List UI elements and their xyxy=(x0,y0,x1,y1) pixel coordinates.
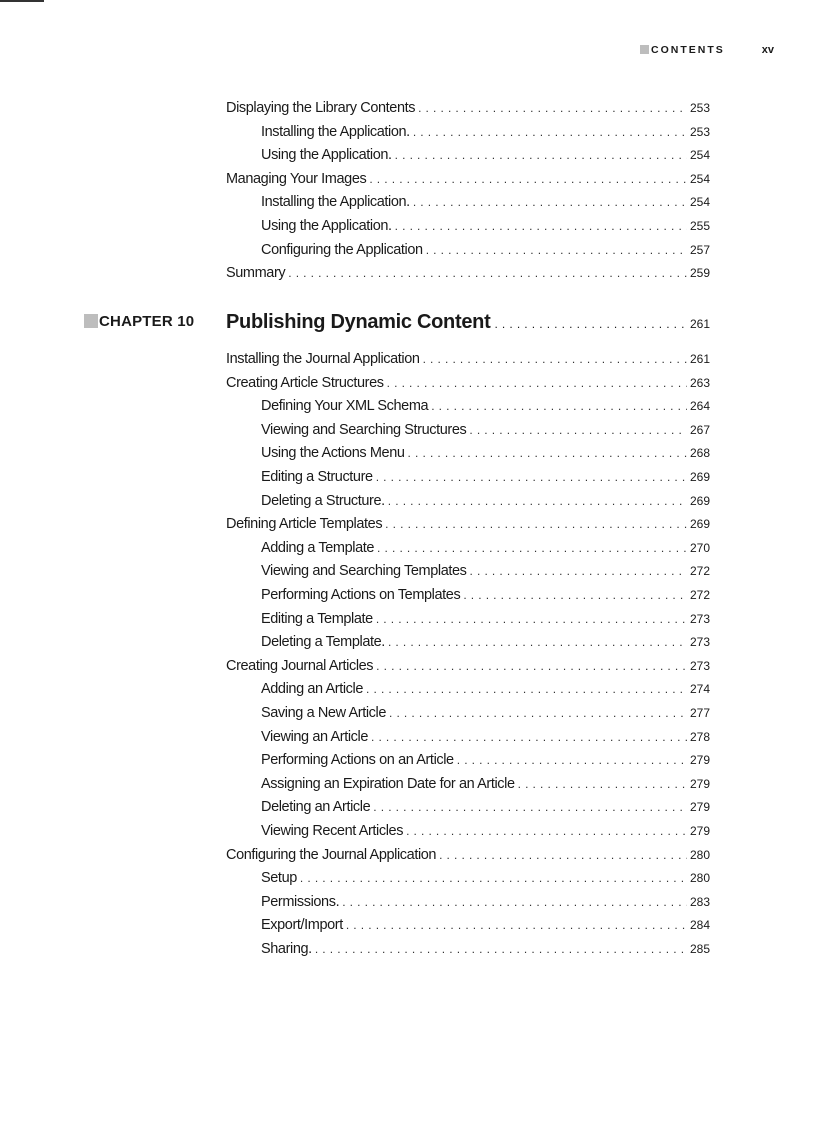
toc-entry-title: Editing a Structure xyxy=(261,469,373,485)
toc-entry[interactable] xyxy=(261,194,710,214)
leader-dots xyxy=(408,446,687,460)
toc-entry-title: Sharing. xyxy=(261,941,312,957)
toc-entry[interactable] xyxy=(261,445,710,465)
toc-entry-title: Creating Article Structures xyxy=(226,374,384,391)
toc-entry[interactable] xyxy=(261,941,710,961)
toc-entry[interactable] xyxy=(261,218,710,238)
toc-entry-page: 285 xyxy=(689,942,710,956)
toc-entry-title: Managing Your Images xyxy=(226,170,367,187)
top-rule xyxy=(0,0,44,2)
toc-entry-page: 273 xyxy=(689,658,710,673)
toc-entry[interactable] xyxy=(226,171,710,191)
toc-entry-page: 283 xyxy=(689,894,710,909)
toc-entry-title: Assigning an Expiration Date for an Article xyxy=(261,775,515,792)
toc-entry-title: Installing the Journal Application xyxy=(226,351,420,367)
toc-entry-page: 272 xyxy=(689,588,710,602)
gray-square-icon xyxy=(640,45,649,54)
toc-entry-page: 253 xyxy=(689,124,710,139)
toc-entry[interactable] xyxy=(226,516,710,536)
toc-entry-title: Summary xyxy=(226,265,286,282)
toc-entry-title: Performing Actions on an Article xyxy=(261,752,454,769)
leader-dots xyxy=(388,494,687,508)
toc-entry-title: Viewing Recent Articles xyxy=(261,823,404,839)
leader-dots xyxy=(423,352,687,366)
chapter-label xyxy=(84,313,194,330)
leader-dots xyxy=(395,219,687,233)
toc-entry-page: 269 xyxy=(689,470,710,484)
toc-entry-title: Creating Journal Articles xyxy=(226,657,374,674)
leader-dots xyxy=(389,706,687,720)
leader-dots xyxy=(387,376,687,390)
chapter-number: CHAPTER 10 xyxy=(99,313,195,330)
page-number: xv xyxy=(761,44,774,56)
leader-dots xyxy=(470,564,687,578)
leader-dots xyxy=(300,871,687,885)
toc-entry[interactable] xyxy=(261,729,710,749)
toc-entry-title: Using the Application. xyxy=(261,218,392,234)
leader-dots xyxy=(369,172,687,186)
toc-entry[interactable] xyxy=(261,870,710,890)
toc-entry[interactable] xyxy=(261,147,710,167)
leader-dots xyxy=(376,659,687,673)
toc-entry[interactable] xyxy=(261,469,710,489)
toc-entry-title: Installing the Application. xyxy=(261,123,410,140)
toc-entry-page: 279 xyxy=(689,753,710,768)
toc-entry-page: 267 xyxy=(689,422,710,437)
toc-entry-page: 272 xyxy=(689,564,710,579)
toc-entry[interactable] xyxy=(261,705,710,725)
toc-entry-title: Adding a Template xyxy=(261,539,375,556)
toc-entry[interactable] xyxy=(226,375,710,395)
leader-dots xyxy=(463,588,687,602)
toc-entry-page: 280 xyxy=(689,847,710,862)
toc-entry-title: Defining Your XML Schema xyxy=(261,398,429,415)
toc-entry-title: Displaying the Library Contents xyxy=(226,100,416,116)
toc-entry[interactable] xyxy=(261,776,710,796)
toc-entry-page: 259 xyxy=(689,266,710,281)
toc-entry[interactable] xyxy=(261,587,710,607)
toc-entry[interactable] xyxy=(226,847,710,867)
toc-entry-title: Adding an Article xyxy=(261,681,364,698)
toc-entry[interactable] xyxy=(261,493,710,513)
toc-entry-title: Performing Actions on Templates xyxy=(261,587,461,603)
toc-entry-title: Editing a Template xyxy=(261,610,373,627)
toc-entry-page: 279 xyxy=(689,824,710,838)
leader-dots xyxy=(376,470,687,484)
leader-dots xyxy=(346,918,687,932)
toc-entry[interactable] xyxy=(226,265,710,285)
leader-dots xyxy=(494,317,686,331)
leader-dots xyxy=(418,101,687,115)
chapter-title: Publishing Dynamic Content xyxy=(226,311,491,333)
toc-entry-page: 264 xyxy=(689,399,710,414)
toc-entry[interactable] xyxy=(261,563,710,583)
toc-entry-page: 269 xyxy=(689,517,710,532)
leader-dots xyxy=(518,777,687,791)
toc-entry-page: 270 xyxy=(689,540,710,555)
leader-dots xyxy=(469,423,687,437)
toc-entry-page: 280 xyxy=(689,871,710,886)
toc-entry[interactable] xyxy=(226,351,710,371)
toc-entry[interactable] xyxy=(261,681,710,701)
leader-dots xyxy=(406,824,687,838)
toc-entry-page: 278 xyxy=(689,729,710,744)
toc-entry[interactable] xyxy=(261,611,710,631)
chapter-title-entry[interactable] xyxy=(226,311,710,337)
section-title: CONTENTS xyxy=(651,44,725,56)
leader-dots xyxy=(376,612,687,626)
toc-entry-page: 268 xyxy=(689,446,710,461)
toc-entry[interactable] xyxy=(261,398,710,418)
toc-entry-page: 261 xyxy=(689,352,710,366)
toc-entry-title: Using the Actions Menu xyxy=(261,445,405,462)
toc-entry[interactable] xyxy=(261,752,710,772)
toc-entry-title: Deleting a Template. xyxy=(261,634,385,651)
toc-entry[interactable] xyxy=(261,422,710,442)
leader-dots xyxy=(371,730,687,744)
toc-entry-title: Viewing an Article xyxy=(261,728,368,745)
toc-entry[interactable] xyxy=(226,100,710,120)
toc-entry[interactable] xyxy=(261,894,710,914)
leader-dots xyxy=(439,848,687,862)
toc-entry-title: Installing the Application. xyxy=(261,194,410,211)
leader-dots xyxy=(373,800,687,814)
leader-dots xyxy=(342,895,687,909)
toc-entry-title: Permissions. xyxy=(261,893,340,910)
toc-entry-title: Export/Import xyxy=(261,917,343,934)
leader-dots xyxy=(413,195,687,209)
toc-entry-page: 284 xyxy=(689,918,710,933)
gray-square-icon xyxy=(84,314,98,328)
toc-entry-page: 279 xyxy=(689,800,710,815)
toc-entry-title: Viewing and Searching Structures xyxy=(261,421,467,438)
toc-entry-page: 254 xyxy=(689,195,710,210)
toc-entry-page: 257 xyxy=(689,242,710,257)
toc-entry-page: 273 xyxy=(689,635,710,650)
leader-dots xyxy=(413,125,687,139)
toc-entry[interactable] xyxy=(261,634,710,654)
leader-dots xyxy=(457,753,687,767)
leader-dots xyxy=(315,942,687,956)
leader-dots xyxy=(366,682,687,696)
toc-entry-page: 274 xyxy=(689,682,710,697)
running-head xyxy=(640,44,774,60)
leader-dots xyxy=(388,635,687,649)
toc-entry-page: 254 xyxy=(689,171,710,186)
leader-dots xyxy=(426,243,687,257)
leader-dots xyxy=(377,541,687,555)
toc-entry-page: 279 xyxy=(689,776,710,791)
leader-dots xyxy=(431,399,687,413)
toc-entry-title: Saving a New Article xyxy=(261,705,386,721)
toc-entry-title: Configuring the Journal Application xyxy=(226,846,437,863)
toc-entry-title: Setup xyxy=(261,870,297,887)
toc-entry-page: 277 xyxy=(689,706,710,720)
toc-entry-title: Defining Article Templates xyxy=(226,516,383,533)
toc-entry-page: 269 xyxy=(689,493,710,508)
toc-entry-title: Deleting a Structure. xyxy=(261,492,385,509)
toc-entry[interactable] xyxy=(261,917,710,937)
toc-entry-title: Using the Application. xyxy=(261,147,392,164)
toc-entry[interactable] xyxy=(261,823,710,843)
chapter-page: 261 xyxy=(689,317,710,331)
toc-entry-page: 273 xyxy=(689,611,710,626)
toc-entry-page: 253 xyxy=(689,101,710,115)
toc-entry-page: 254 xyxy=(689,148,710,163)
toc-entry[interactable] xyxy=(261,242,710,262)
toc-entry[interactable] xyxy=(261,799,710,819)
leader-dots xyxy=(385,517,687,531)
toc-entry-title: Viewing and Searching Templates xyxy=(261,563,467,580)
leader-dots xyxy=(288,266,687,280)
toc-entry-page: 263 xyxy=(689,375,710,390)
toc-entry[interactable] xyxy=(261,540,710,560)
toc-entry-page: 255 xyxy=(689,219,710,233)
leader-dots xyxy=(395,148,687,162)
toc-entry[interactable] xyxy=(261,124,710,144)
toc-entry-title: Deleting an Article xyxy=(261,799,371,816)
toc-entry-title: Configuring the Application xyxy=(261,241,423,258)
toc-entry[interactable] xyxy=(226,658,710,678)
